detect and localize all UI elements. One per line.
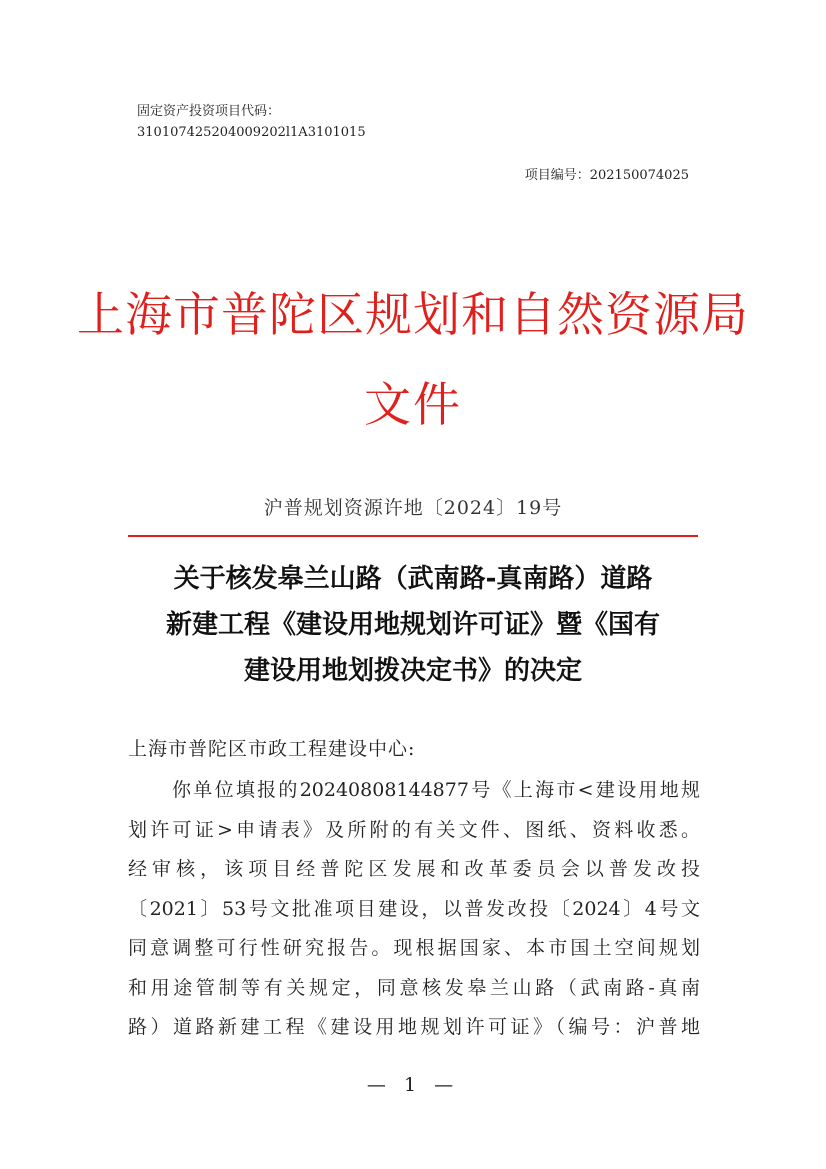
body-line: 同意调整可行性研究报告。现根据国家、本市国土空间规划 bbox=[128, 937, 700, 959]
investment-code-label: 固定资产投资项目代码： bbox=[137, 104, 281, 119]
body-line: 〔2021〕53号文批准项目建设，以普发改投〔2024〕4号文 bbox=[128, 897, 700, 920]
decision-title-line: 建设用地划拨决定书》的决定 bbox=[243, 656, 582, 686]
body-paragraph bbox=[128, 771, 700, 1048]
decision-title-line: 关于核发皋兰山路（武南路-真南路）道路 bbox=[173, 564, 653, 594]
body-line: 你单位填报的20240808144877号《上海市<建设用地规 bbox=[172, 779, 700, 801]
body-line: 和用途管制等有关规定，同意核发皋兰山路（武南路-真南 bbox=[128, 976, 700, 999]
document-number: 沪普规划资源许地〔2024〕19号 bbox=[263, 497, 563, 519]
decision-title bbox=[120, 556, 706, 694]
addressee: 上海市普陀区市政工程建设中心: bbox=[128, 738, 416, 760]
body-line: 划许可证>申请表》及所附的有关文件、图纸、资料收悉。 bbox=[128, 818, 700, 841]
decision-title-line: 新建工程《建设用地规划许可证》暨《国有 bbox=[165, 610, 660, 640]
project-number: 项目编号：202150074025 bbox=[524, 168, 689, 183]
body-line: 经审核，该项目经普陀区发展和改革委员会以普发改投 bbox=[128, 858, 700, 880]
document-type-title: 文件 bbox=[364, 378, 462, 433]
red-divider-line bbox=[128, 535, 698, 537]
issuing-authority-title: 上海市普陀区规划和自然资源局 bbox=[77, 288, 749, 343]
page-number: — 1 — bbox=[366, 1074, 460, 1096]
investment-code-value: 310107425204009202l1A3101015 bbox=[137, 125, 366, 140]
body-line: 路）道路新建工程《建设用地规划许可证》（编号：沪普地 bbox=[128, 1016, 700, 1038]
